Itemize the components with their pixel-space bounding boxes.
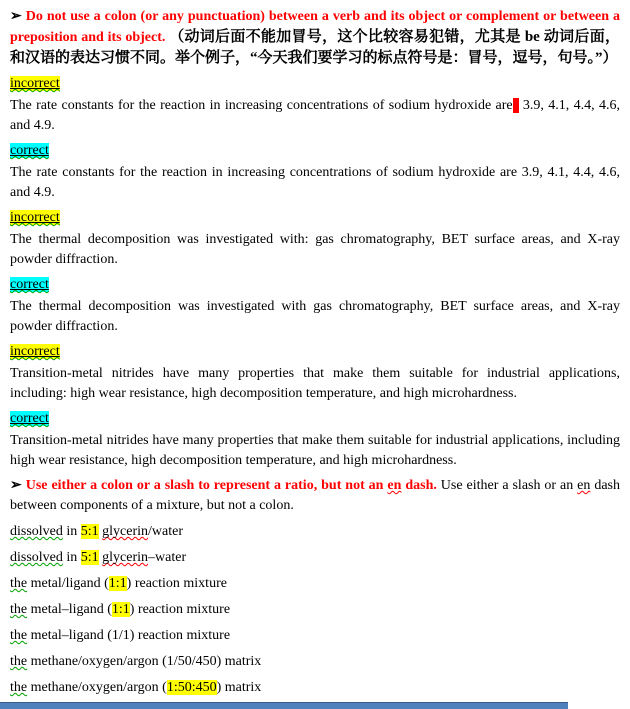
ratio-highlight: 5:1 [80,550,99,565]
ratio-example: the methane/oxygen/argon (1/50/450) matrix [10,654,262,669]
bottom-blue-bar [0,702,568,709]
squiggle-word: en [577,478,591,493]
ratio-highlight: 5:1 [80,524,99,539]
arrow-bullet-icon: ➢ [10,9,22,24]
squiggle-word: glycerin [102,524,149,539]
ratio-example: the metal/ligand (1:1) reaction mixture [10,576,227,591]
incorrect-label: incorrect [10,210,60,225]
marked-colon: : [513,98,518,113]
squiggle-word: en [387,478,402,493]
ratio-highlight: 1:50:450 [166,680,217,695]
ratio-highlight: 1:1 [108,576,127,591]
example-sentence: The rate constants for the reaction in increasing concentrations of sodium hydroxide are: 3.9, 4.1, 4.4, 4.6, and 4.9. [10,98,620,133]
example-sentence: The thermal decomposition was investigated with gas chromatography, BET surface areas, and X-ray powder diffraction. [10,299,620,334]
incorrect-label: incorrect [10,344,60,359]
correct-label: correct [10,143,49,158]
example-sentence: The thermal decomposition was investigated with: gas chromatography, BET surface areas, and X-ray powder diffraction. [10,232,620,267]
squiggle-word: glycerin [102,550,149,565]
rule1-heading-chinese-text: （动词后面不能加冒号，这个比较容易犯错，尤其是 be 动词后面，和汉语的表达习惯不同。举个例子，“今天我们要学习的标点符号是：冒号，逗号，句号。”） [10,29,620,66]
example-sentence: Transition-metal nitrides have many properties that make them suitable for industrial applications, including: high wear resistance, high decomposition temperature, and high microhardness. [10,366,620,401]
ratio-highlight: 1:1 [111,602,130,617]
ratio-example: the methane/oxygen/argon (1:50:450) matrix [10,680,262,695]
incorrect-label: incorrect [10,76,60,91]
ratio-example: the metal–ligand (1:1) reaction mixture [10,602,231,617]
rule1-heading [10,7,620,69]
ratio-example: dissolved in 5:1 glycerin–water [10,550,187,565]
rule2-heading: ➢ Use either a colon or a slash to represent a ratio, but not an en dash. Use either a slash or an en dash between components of a mixture, but not a colon. [10,478,620,513]
rule1-heading-red-text: Do not use a colon (or any punctuation) between a verb and its object or complement or between a preposition and its object. [10,9,620,45]
arrow-bullet-icon: ➢ [10,478,22,493]
example-sentence: Transition-metal nitrides have many properties that make them suitable for industrial applications, including high wear resistance, high decomposition temperature, and high microhardness. [10,433,620,468]
example-sentence: The rate constants for the reaction in increasing concentrations of sodium hydroxide are 3.9, 4.1, 4.4, 4.6, and 4.9. [10,165,620,200]
ratio-example: dissolved in 5:1 glycerin/water [10,524,184,539]
correct-label: correct [10,277,49,292]
ratio-example: the metal–ligand (1/1) reaction mixture [10,628,231,643]
correct-label: correct [10,411,49,426]
